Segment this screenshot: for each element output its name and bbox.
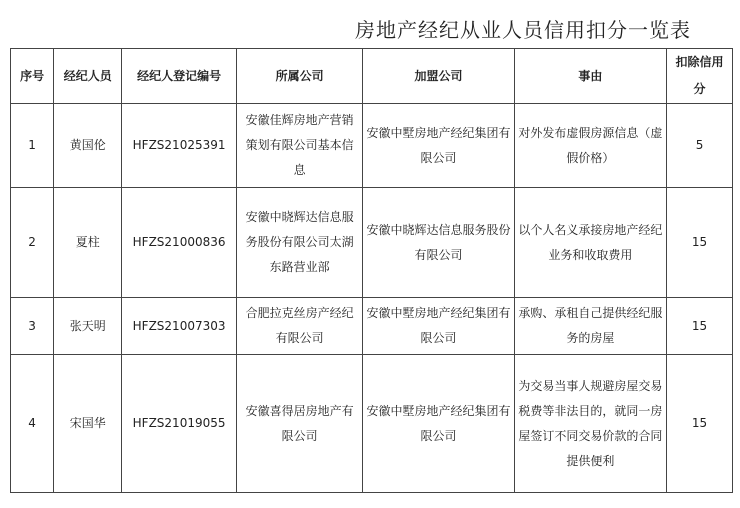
header-reason: 事由 — [514, 49, 666, 104]
cell-deduct: 15 — [667, 355, 733, 493]
cell-franchise: 安徽中晓辉达信息服务股份有限公司 — [363, 188, 514, 298]
table-row — [11, 188, 733, 298]
cell-reason: 对外发布虚假房源信息（虚假价格） — [514, 104, 666, 188]
cell-reg: HFZS21000836 — [122, 188, 237, 298]
cell-no: 3 — [11, 298, 54, 355]
cell-company: 安徽佳辉房地产营销策划有限公司基本信息 — [236, 104, 362, 188]
cell-company: 安徽喜得居房地产有限公司 — [236, 355, 362, 493]
cell-reg: HFZS21025391 — [122, 104, 237, 188]
header-name: 经纪人员 — [54, 49, 122, 104]
cell-company: 安徽中晓辉达信息服务股份有限公司太湖东路营业部 — [236, 188, 362, 298]
cell-name: 黄国伦 — [54, 104, 122, 188]
table-row — [11, 298, 733, 355]
credit-deduction-table — [10, 48, 733, 493]
cell-franchise: 安徽中墅房地产经纪集团有限公司 — [363, 298, 514, 355]
header-reg: 经纪人登记编号 — [122, 49, 237, 104]
cell-no: 4 — [11, 355, 54, 493]
table-row — [11, 355, 733, 493]
cell-deduct: 5 — [667, 104, 733, 188]
table-row — [11, 104, 733, 188]
cell-reg: HFZS21019055 — [122, 355, 237, 493]
cell-no: 2 — [11, 188, 54, 298]
cell-name: 宋国华 — [54, 355, 122, 493]
page-title: 房地产经纪从业人员信用扣分一览表 — [355, 18, 691, 42]
cell-franchise: 安徽中墅房地产经纪集团有限公司 — [363, 104, 514, 188]
cell-name: 夏柱 — [54, 188, 122, 298]
table-header-row — [11, 49, 733, 104]
cell-no: 1 — [11, 104, 54, 188]
cell-deduct: 15 — [667, 298, 733, 355]
cell-company: 合肥拉克丝房产经纪有限公司 — [236, 298, 362, 355]
cell-name: 张天明 — [54, 298, 122, 355]
header-deduct: 扣除信用分 — [667, 49, 733, 104]
cell-reason: 承购、承租自己提供经纪服务的房屋 — [514, 298, 666, 355]
cell-reason: 为交易当事人规避房屋交易税费等非法目的，就同一房屋签订不同交易价款的合同提供便利 — [514, 355, 666, 493]
cell-reg: HFZS21007303 — [122, 298, 237, 355]
cell-reason: 以个人名义承接房地产经纪业务和收取费用 — [514, 188, 666, 298]
header-company: 所属公司 — [236, 49, 362, 104]
cell-franchise: 安徽中墅房地产经纪集团有限公司 — [363, 355, 514, 493]
cell-deduct: 15 — [667, 188, 733, 298]
header-no: 序号 — [11, 49, 54, 104]
header-franchise: 加盟公司 — [363, 49, 514, 104]
